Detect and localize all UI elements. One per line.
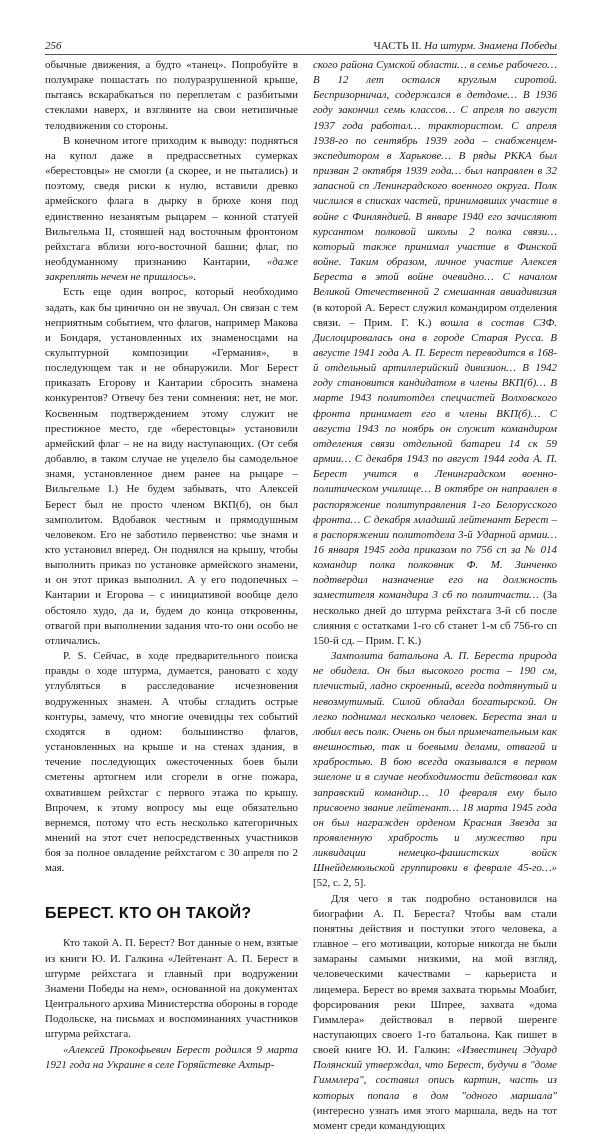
paragraph xyxy=(45,134,298,286)
part-title: На штурм. Знамена Победы xyxy=(424,40,557,52)
editor-note: (в которой А. Берест служил командиром отделения связи. – Прим. Г. К.) xyxy=(313,301,557,329)
kantaria-quote: «даже закреплять нечем не пришлось». xyxy=(45,256,298,284)
paragraph-text: (интересно узнать имя этого маршала, ведь на тот момент среди командующих xyxy=(313,1104,557,1132)
running-title xyxy=(374,40,557,53)
left-column xyxy=(45,58,298,1073)
quote-text: Замполита батальона А. П. Береста природа не обидела. Он был высокого роста – 190 см, плечистый, ладно скроенный, всегда подтянутый и невозмутимый. Силой обладал богатырской. Он легко поднимал несколько человек. Береста знал и любил весь полк. Очень он был примечательным как внешностью, так и боевыми делами, отвагой и храбростью. В бою всегда оказывался в первом эшелоне и в случае необходимости действовал как заправский командир… 10 февраля ему было присвоено звание лейтенант… 18 марта 1945 года он был награжден орденом Красная Звезда за проявленную храбрость и мужество при ликвидации немецко-фашистских войск Шнейдемюльской группировки в феврале 45-го…» xyxy=(313,650,557,875)
paragraph: обычные движения, а будто «танец». Попробуйте в полумраке пошастать по полуразрушенной крыше, пытаясь вскарабкаться по переплетам с разбитыми стеклами наверх, и взгляните на свои нетипичные телодвижения со стороны. xyxy=(45,59,298,132)
right-column xyxy=(313,58,557,1134)
paragraph xyxy=(313,892,557,1134)
biography-quote xyxy=(313,649,557,892)
biography-quote: «Алексей Прокофьевич Берест родился 9 марта 1921 года на Украине в селе Горяйстевке Ахтыр- xyxy=(45,1043,298,1071)
page-number: 256 xyxy=(45,40,62,52)
quote-text: вошла в состав СЗФ. Дислоцировалась она в городе Старая Русса. В августе 1941 года А. П. Берест переводится в 168-й отдельный артиллерийский дивизион… В 1942 году становится кандидатом в члены ВКП(б)… В марте 1943 политотдел спецчастей Волховского фронта принимает его в члены ВКП(б)… С августа 1943 по ноябрь он служит командиром отделения связи отдельной батареи 14 ск 59 армии… С декабря 1943 по август 1944 года А. П. Берест учится в Ленинградском военно-политическом училище… В октябре он направлен в распоряжение политуправления 1-го Белорусского фронта… С декабря младший лейтенант Берест – в распоряжении политотдела 3-й Ударной армии… 16 января 1945 года приказом по 756 сп за № 014 командир полка полковник Ф. М. Зинченко подтвердил назначение его на должность заместителя командира 3 сб по политчасти… xyxy=(313,316,557,602)
paragraph: Кто такой А. П. Берест? Вот данные о нем, взятые из книги Ю. И. Галкина «Лейтенант А. П. Берест в штурме рейхстага и главный при водружении Знамени Победы на нем», основанной на документах Центрального архива Министерства обороны в городе Подольске, на письмах и воспоминаниях участников штурма рейхстага. xyxy=(45,937,298,1041)
citation: [52, с. 2, 5]. xyxy=(313,877,366,890)
spacer xyxy=(45,876,298,904)
biography-quote-continued xyxy=(313,58,557,649)
postscript-paragraph: P. S. Сейчас, в ходе предварительного поиска правды о ходе штурма, думается, рановато с ходу углубляться в расследование исчезновения водруженных знамен. А чтобы сгладить острые контуры, замечу, что многие очевидцы тех событий сходятся в одном: большинство флагов, установленных на крыше и на стенах здания, в течение последующих ожесточенных боев были сметены артогнем или сгорели в огне пожара, охватившем рейхстаг с первого этажа по крышу. Впрочем, к этому вопросу мы еще обязательно вернемся, потому что есть несколько категоричных мнений на этот счет непосредственных участников боя за полное овладение рейхстагом с 30 апреля по 2 мая. xyxy=(45,650,298,875)
quote-text: ского района Сумской области… в семье рабочего… В 12 лет остался круглым сиротой. Беспризорничал, содержался в детдоме… В 1936 году закончил семь классов… С апреля по август 1937 года работал… трактористом. С апреля 1938-го по сентябрь 1939 года – снабженцем-экспедитором в Харькове… В ряды РККА был призван 2 октября 1939 года… был направлен в 32 запасной сп Ленинградского военного округа. Полк числился в списках частей, принимавших участие в войне с Финляндией. В январе 1940 его зачисляют курсантом полковой школы 2 полка связи… который также принимал участие в Финской войне. Таким образом, личное участие Алексея Береста в этой войне очевидно… С началом Великой Отечественной 2 смешанная авиадивизия xyxy=(313,59,557,299)
paragraph-text: Для чего я так подробно остановился на биографии А. П. Береста? Чтобы вам стали понятны действия и поступки этого человека, а главное – его мотивации, которые никогда не были замараны самыми низкими, на мой взгляд, человеческими качествами – карьериста и лицемера. Берест во время захвата тюрьмы Моабит, форсирования реки Шпрее, захвата «дома Гиммлера» действовал в первой шеренге наступающих своего 1-го батальона. Как пишет в своей книге Ю. И. Галкин: xyxy=(313,892,557,1057)
part-label: ЧАСТЬ II. xyxy=(373,40,422,52)
section-heading: БЕРЕСТ. КТО ОН ТАКОЙ? xyxy=(45,905,252,923)
editor-note: (За несколько дней до штурма рейхстага 3-й сб после слияния с остатками 1-го сб станет 1-м сб 756-го сп 150-й сд. – Прим. Г. К.) xyxy=(313,589,558,647)
spacer xyxy=(45,924,298,936)
galkin-quote: «Известинец Эдуард Полянский утверждал, что Берест, будучи в "доме Гиммлера", составил опись картин, часть из которых попала в дом "одного маршала" xyxy=(313,1044,557,1102)
paragraph: Есть еще один вопрос, который необходимо задать, как бы цинично он не звучал. Он связан с тем неприятным событием, что флагов, например Макова и Бондаря, установленных их знаменосцами на скульптурной композиции «Германия», в последующем так и не обнаружили. Мог Берест приказать Егорову и Кантарии сбросить знамена конкурентов? Отвечу без тени сомнения: нет, не мог. Косвенным подтверждением этому служит не престижное место, где «берестовцы» установили армейский флаг – не на виду наступающих. (От себя добавлю, в таком случае не уцелело бы самодельное знамя, установленное днем ранее на рыцаре – Вильгельме I.) Не будем забывать, что Алексей Берест был не просто членом ВКП(б), он был замполитом. Вдобавок честным и прямодушным человеком. Его не заботило первенство: чье знамя и кто установил вперед. Он поднялся на крышу, чтобы выполнить приказ по установке армейского знамени, и он этот приказ выполнил. А у его подопечных – Кантарии и Егорова – с инициативой вообще дело обстояло худо, да и, будем до конца откровенны, отвагой при выполнении задания что-то они особо не отличались. xyxy=(45,286,298,647)
running-header xyxy=(45,40,557,55)
paragraph-text: В конечном итоге приходим к выводу: подняться на купол даже в предрассветных сумерках «берестовцы» не смогли (а скорее, и не пытались) и поэтому, сведя риски к нулю, вставили древко армейского флага в дырку в брюхе коня под единственно незанятым рыцарем – конной статуей Вильгельма II, стоявшей над восточным фронтоном рейхстага вблизи юго-восточной башни; флаг, по необдуманному признанию Кантарии, xyxy=(45,134,298,269)
